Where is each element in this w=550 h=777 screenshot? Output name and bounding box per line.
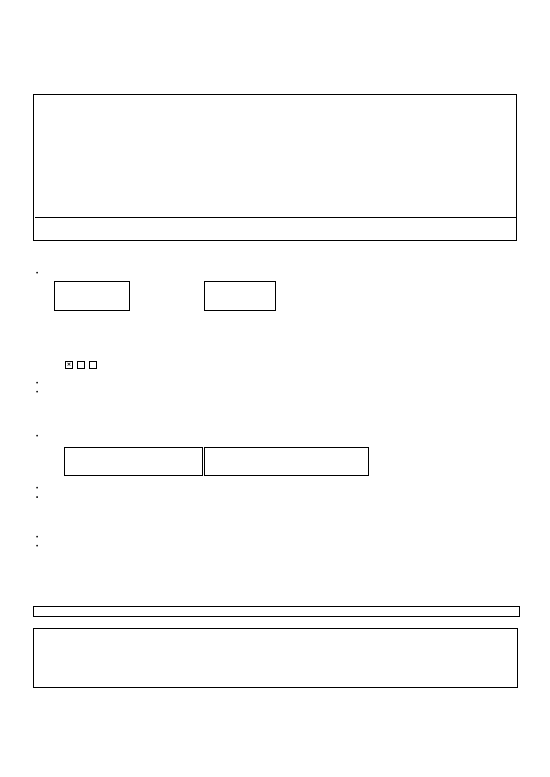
gender-transgender-checkbox — [89, 361, 97, 369]
section-a-heading — [35, 204, 53, 211]
caution-box — [33, 94, 517, 241]
where-to-apply-box — [33, 606, 520, 617]
instruction-page: • ✕ • • • • • • • — [0, 0, 550, 777]
example-correct-caps — [204, 281, 276, 311]
police-verification-box — [33, 628, 518, 688]
example-incorrect-spacing — [64, 447, 203, 476]
example-correct-spacing — [204, 447, 369, 476]
section-divider — [35, 217, 516, 218]
gender-male-checkbox: ✕ — [66, 362, 72, 368]
gender-example — [64, 361, 98, 369]
example-incorrect-caps — [54, 281, 130, 311]
gender-female-checkbox — [77, 361, 85, 369]
